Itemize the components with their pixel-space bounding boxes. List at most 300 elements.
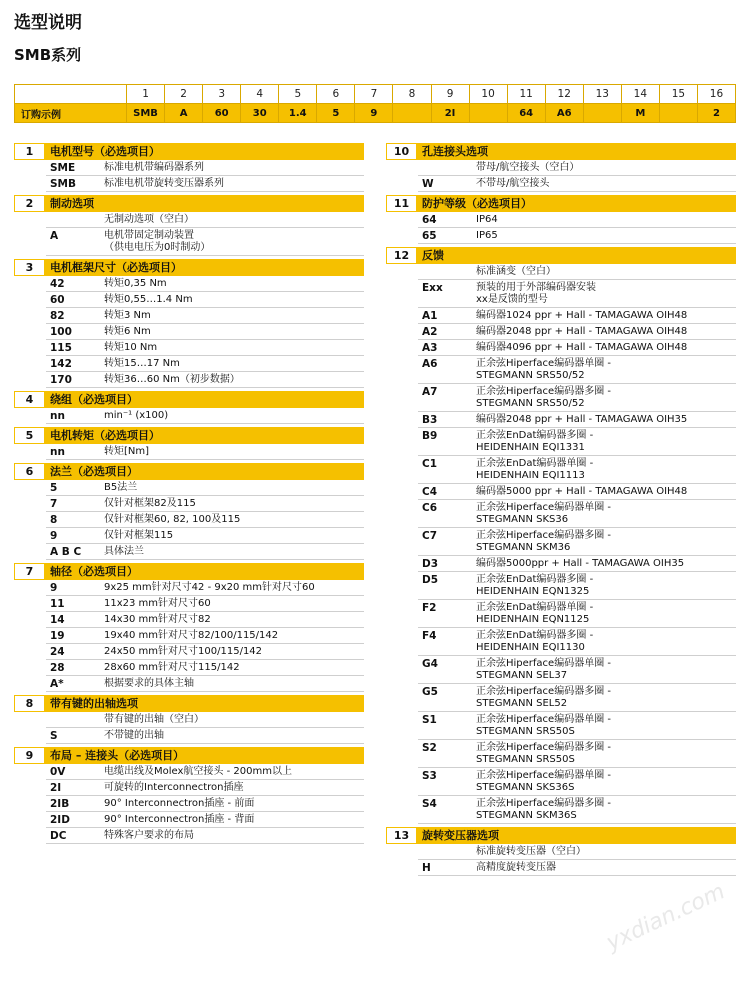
option-row [418,228,736,244]
option-description [476,628,736,655]
option-row [418,572,736,600]
option-section-7 [14,563,364,692]
option-row [46,276,364,292]
option-description [476,796,736,823]
option-description-line: 正余弦Hiperface编码器单圈 - [476,770,611,781]
option-row [46,308,364,324]
option-description-line: 正余弦EnDat编码器多圈 - [476,574,594,585]
option-row [46,408,364,424]
section-number: 1 [14,143,44,160]
section-number: 10 [386,143,416,160]
option-row [46,324,364,340]
option-section-6 [14,463,364,560]
option-description [476,712,736,739]
option-description-line: HEIDENHAIN EQI1130 [476,642,585,653]
option-code: 65 [422,230,437,242]
order-code-value: 9 [355,104,393,123]
order-example-label: 订购示例 [15,104,127,123]
option-row [46,372,364,388]
option-description [476,484,736,499]
option-description-line: 11x23 mm针对尺寸60 [104,598,211,609]
option-row [46,340,364,356]
option-description-line: 标准涵变（空白） [476,266,556,277]
option-code: B9 [422,430,438,442]
option-description [104,372,364,387]
option-code: W [422,178,434,190]
order-code-number: 13 [583,85,621,104]
option-code: 82 [50,310,65,322]
option-description [476,556,736,571]
option-description [476,280,736,307]
option-description-line: HEIDENHAIN EQI1113 [476,470,585,481]
option-code: S [50,730,58,742]
option-description [104,780,364,795]
order-code-value: 30 [241,104,279,123]
option-description-line: 转矩36…60 Nm（初步数据） [104,374,240,385]
option-description-line: 转矩0,35 Nm [104,278,167,289]
option-code: 19 [50,630,65,642]
option-row [46,828,364,844]
section-title: 防护等级（必选项目） [422,197,532,210]
option-description [476,528,736,555]
option-row [418,600,736,628]
option-description [104,480,364,495]
option-code: 5 [50,482,58,494]
option-section-8 [14,695,364,744]
option-row [418,428,736,456]
option-description-line: 转矩15…17 Nm [104,358,180,369]
section-header [14,259,364,276]
section-title: 电机转矩（必选项目） [50,429,160,442]
option-description [476,768,736,795]
option-description [104,228,364,255]
option-description-line: IP64 [476,214,498,225]
option-description [104,512,364,527]
section-number: 7 [14,563,44,580]
option-code: S4 [422,798,437,810]
option-description-line: 正余弦EnDat编码器多圈 - [476,430,594,441]
section-title: 旋转变压器选项 [422,829,499,842]
option-description-line: 19x40 mm针对尺寸82/100/115/142 [104,630,279,641]
option-code [418,844,476,859]
option-code [418,264,476,279]
option-description-line: 仅针对框架82及115 [104,498,196,509]
option-row [418,628,736,656]
option-description-line: STEGMANN SKM36 [476,542,571,553]
option-description-line: 转矩10 Nm [104,342,158,353]
option-code: A1 [422,310,438,322]
option-description-line: 编码器5000 ppr + Hall - TAMAGAWA OIH48 [476,486,688,497]
option-code: F4 [422,630,437,642]
option-row [418,860,736,876]
option-description-line: 预装的用于外部编码器安装 [476,282,596,293]
section-number: 9 [14,747,44,764]
option-description [104,828,364,843]
order-code-value [583,104,621,123]
option-description-line: 正余弦Hiperface编码器单圈 - [476,358,611,369]
option-row [418,212,736,228]
option-row [418,796,736,824]
option-description [104,580,364,595]
option-section-2 [14,195,364,256]
order-code-number: 15 [659,85,697,104]
option-description [104,644,364,659]
option-code: 14 [50,614,65,626]
option-code: H [422,862,431,874]
option-description [104,728,364,743]
option-description [104,292,364,307]
option-row [46,796,364,812]
option-description-line: STEGMANN SRS50/52 [476,398,585,409]
order-code-number: 2 [165,85,203,104]
option-code: DC [50,830,67,842]
option-code: 100 [50,326,72,338]
option-code: 42 [50,278,65,290]
option-description-line: HEIDENHAIN EQN1325 [476,586,590,597]
option-row [46,612,364,628]
option-row [46,212,364,228]
section-header [14,695,364,712]
option-code [46,712,104,727]
section-number: 12 [386,247,416,264]
option-description-line: 仅针对框架60, 82, 100及115 [104,514,241,525]
option-description [476,176,736,191]
option-code: 7 [50,498,58,510]
option-description-line: 电机带固定制动装置 [104,230,194,241]
option-row [418,456,736,484]
option-code: 9 [50,530,58,542]
option-description-line: 90° Interconnectron插座 - 前面 [104,798,255,809]
section-header [14,563,364,580]
options-column-left [14,140,364,844]
option-description [476,160,736,175]
option-description [476,740,736,767]
option-row [46,780,364,796]
option-description-line: 9x25 mm针对尺寸42 - 9x20 mm针对尺寸60 [104,582,315,593]
order-code-value: 2 [697,104,735,123]
option-code: 8 [50,514,58,526]
option-row [46,596,364,612]
order-code-number: 7 [355,85,393,104]
option-code: 2IB [50,798,70,810]
option-code: 9 [50,582,58,594]
option-description [476,228,736,243]
option-code: S2 [422,742,437,754]
section-header [14,391,364,408]
order-code-number-row [15,85,736,104]
option-row [46,160,364,176]
option-description [104,528,364,543]
option-row [418,160,736,176]
option-description-line: 编码器2048 ppr + Hall - TAMAGAWA OIH48 [476,326,688,337]
option-code: C4 [422,486,438,498]
option-description-line: 正余弦EnDat编码器单圈 - [476,458,594,469]
option-description [476,572,736,599]
option-code: nn [50,410,65,422]
order-code-value: 5 [317,104,355,123]
option-description-line: 正余弦Hiperface编码器单圈 - [476,714,611,725]
option-description-line: 90° Interconnectron插座 - 背面 [104,814,255,825]
option-code [418,160,476,175]
option-row [46,292,364,308]
option-code: A7 [422,386,438,398]
option-description [476,212,736,227]
option-code: S3 [422,770,437,782]
option-code: B3 [422,414,438,426]
order-code-number: 6 [317,85,355,104]
option-description-line: 不带母/航空接头 [476,178,550,189]
option-description-line: 可旋转的Interconnectron插座 [104,782,244,793]
section-header [14,143,364,160]
option-section-5 [14,427,364,460]
option-description-line: STEGMANN SRS50/52 [476,370,585,381]
section-title: 制动选项 [50,197,94,210]
options-column-right [386,140,736,876]
option-code: Exx [422,282,443,294]
order-code-value [393,104,431,123]
option-row [46,812,364,828]
order-code-table [14,84,736,123]
order-code-value [469,104,507,123]
option-section-9 [14,747,364,844]
option-row [418,308,736,324]
watermark: yxdian.com [603,879,730,956]
option-section-11 [386,195,736,244]
section-header [386,143,736,160]
option-description [476,600,736,627]
option-description-line: 正余弦Hiperface编码器多圈 - [476,386,611,397]
option-description [104,544,364,559]
option-description-line: 编码器4096 ppr + Hall - TAMAGAWA OIH48 [476,342,688,353]
option-description-line: 具体法兰 [104,546,144,557]
order-code-value: SMB [127,104,165,123]
option-description [104,308,364,323]
option-code: SME [50,162,76,174]
option-description-line: 转矩6 Nm [104,326,151,337]
option-row [418,556,736,572]
option-description-line: （供电电压为0时制动） [104,242,211,253]
option-description [476,684,736,711]
option-description [476,324,736,339]
option-description-line: 标准旋转变压器（空白） [476,846,586,857]
order-code-number: 5 [279,85,317,104]
option-description [104,676,364,691]
option-row [46,228,364,256]
section-title: 带有键的出轴选项 [50,697,138,710]
option-section-1 [14,143,364,192]
option-code: 2I [50,782,62,794]
option-code: A B C [50,546,82,558]
option-row [46,660,364,676]
option-description-line: 高精度旋转变压器 [476,862,556,873]
section-title: 法兰（必选项目） [50,465,138,478]
option-description-line: 正余弦Hiperface编码器多圈 - [476,686,611,697]
option-code: A3 [422,342,438,354]
option-code: D5 [422,574,439,586]
option-code: G4 [422,658,438,670]
option-description [104,596,364,611]
option-description-line: HEIDENHAIN EQN1125 [476,614,590,625]
section-number: 3 [14,259,44,276]
option-description [104,340,364,355]
option-description-line: 无制动选项（空白） [104,214,194,225]
order-code-number: 1 [127,85,165,104]
section-header [14,747,364,764]
option-row [418,684,736,712]
section-header [386,247,736,264]
option-row [46,176,364,192]
option-description-line: 特殊客户要求的布局 [104,830,194,841]
option-row [46,356,364,372]
option-code: 0V [50,766,66,778]
option-row [418,528,736,556]
option-description [476,428,736,455]
option-row [418,280,736,308]
order-code-number: 8 [393,85,431,104]
option-description-line: 14x30 mm针对尺寸82 [104,614,211,625]
order-code-number: 16 [697,85,735,104]
option-row [46,676,364,692]
option-description-line: 正余弦Hiperface编码器多圈 - [476,742,611,753]
option-section-12 [386,247,736,824]
option-description-line: 根据要求的具体主轴 [104,678,194,689]
option-row [418,656,736,684]
option-code: D3 [422,558,439,570]
option-description-line: 正余弦Hiperface编码器单圈 - [476,502,611,513]
option-description [104,160,364,175]
option-row [418,500,736,528]
option-description [104,324,364,339]
order-code-value: 1.4 [279,104,317,123]
section-header [14,427,364,444]
option-code: 24 [50,646,65,658]
order-code-number: 9 [431,85,469,104]
option-row [418,356,736,384]
option-description-line: 正余弦Hiperface编码器多圈 - [476,798,611,809]
section-number: 2 [14,195,44,212]
option-code: 170 [50,374,72,386]
option-row [418,324,736,340]
option-description [476,844,736,859]
section-title: 电机框架尺寸（必选项目） [50,261,182,274]
option-row [418,412,736,428]
option-code: SMB [50,178,77,190]
option-description [476,356,736,383]
option-row [418,712,736,740]
option-description [476,264,736,279]
option-description-line: 编码器1024 ppr + Hall - TAMAGAWA OIH48 [476,310,688,321]
order-code-value: A6 [545,104,583,123]
option-description [104,176,364,191]
option-description [104,276,364,291]
section-title: 绕组（必选项目） [50,393,138,406]
option-code: S1 [422,714,437,726]
order-code-number: 14 [621,85,659,104]
option-row [46,728,364,744]
section-header [14,195,364,212]
option-description-line: STEGMANN SKM36S [476,810,577,821]
option-description-line: 带母/航空接头（空白） [476,162,580,173]
section-title: 反馈 [422,249,444,262]
option-description [476,340,736,355]
option-description-line: STEGMANN SKS36 [476,514,569,525]
option-description-line: min⁻¹ (x100) [104,410,169,421]
option-description-line: 转矩0,55…1.4 Nm [104,294,193,305]
section-number: 11 [386,195,416,212]
order-code-number: 3 [203,85,241,104]
option-code: nn [50,446,65,458]
order-code-number: 4 [241,85,279,104]
option-description [476,860,736,875]
option-description [104,496,364,511]
order-code-value-row [15,104,736,123]
option-description-line: 24x50 mm针对尺寸100/115/142 [104,646,263,657]
option-description [104,712,364,727]
section-number: 5 [14,427,44,444]
page-title: 选型说明 [14,13,82,33]
option-row [46,496,364,512]
order-code-value: M [621,104,659,123]
option-code: A2 [422,326,438,338]
option-description-line: 正余弦Hiperface编码器单圈 - [476,658,611,669]
option-row [46,644,364,660]
order-code-value: 60 [203,104,241,123]
option-code: C1 [422,458,438,470]
section-number: 6 [14,463,44,480]
series-title: SMB系列 [14,46,82,64]
option-description-line: 标准电机带编码器系列 [104,162,204,173]
option-code: C7 [422,530,438,542]
option-description-line: 正余弦Hiperface编码器多圈 - [476,530,611,541]
option-description-line: 正余弦EnDat编码器多圈 - [476,630,594,641]
option-code: 115 [50,342,72,354]
option-row [46,480,364,496]
option-description-line: HEIDENHAIN EQI1331 [476,442,585,453]
option-description [104,796,364,811]
section-number: 13 [386,827,416,844]
option-description-line: 电缆出线及Molex航空接头 - 200mm以上 [104,766,292,777]
option-row [418,264,736,280]
order-code-number: 12 [545,85,583,104]
option-code: 142 [50,358,72,370]
section-number: 8 [14,695,44,712]
option-description-line: 28x60 mm针对尺寸115/142 [104,662,240,673]
option-description-line: 仅针对框架115 [104,530,174,541]
option-description-line: 转矩3 Nm [104,310,151,321]
section-title: 电机型号（必选项目） [50,145,160,158]
option-code: 60 [50,294,65,306]
order-code-number: 10 [469,85,507,104]
option-row [418,768,736,796]
option-description-line: 标准电机带旋转变压器系列 [104,178,224,189]
order-code-value [659,104,697,123]
option-description-line: STEGMANN SRS50S [476,754,575,765]
option-description [104,356,364,371]
option-row [46,444,364,460]
option-description [104,612,364,627]
option-row [46,528,364,544]
option-description [104,444,364,459]
option-description-line: 带有键的出轴（空白） [104,714,204,725]
option-row [46,512,364,528]
option-section-3 [14,259,364,388]
option-description-line: 编码器5000ppr + Hall - TAMAGAWA OIH35 [476,558,685,569]
section-header [14,463,364,480]
option-description [476,456,736,483]
option-row [418,384,736,412]
section-title: 轴径（必选项目） [50,565,138,578]
option-code: F2 [422,602,437,614]
